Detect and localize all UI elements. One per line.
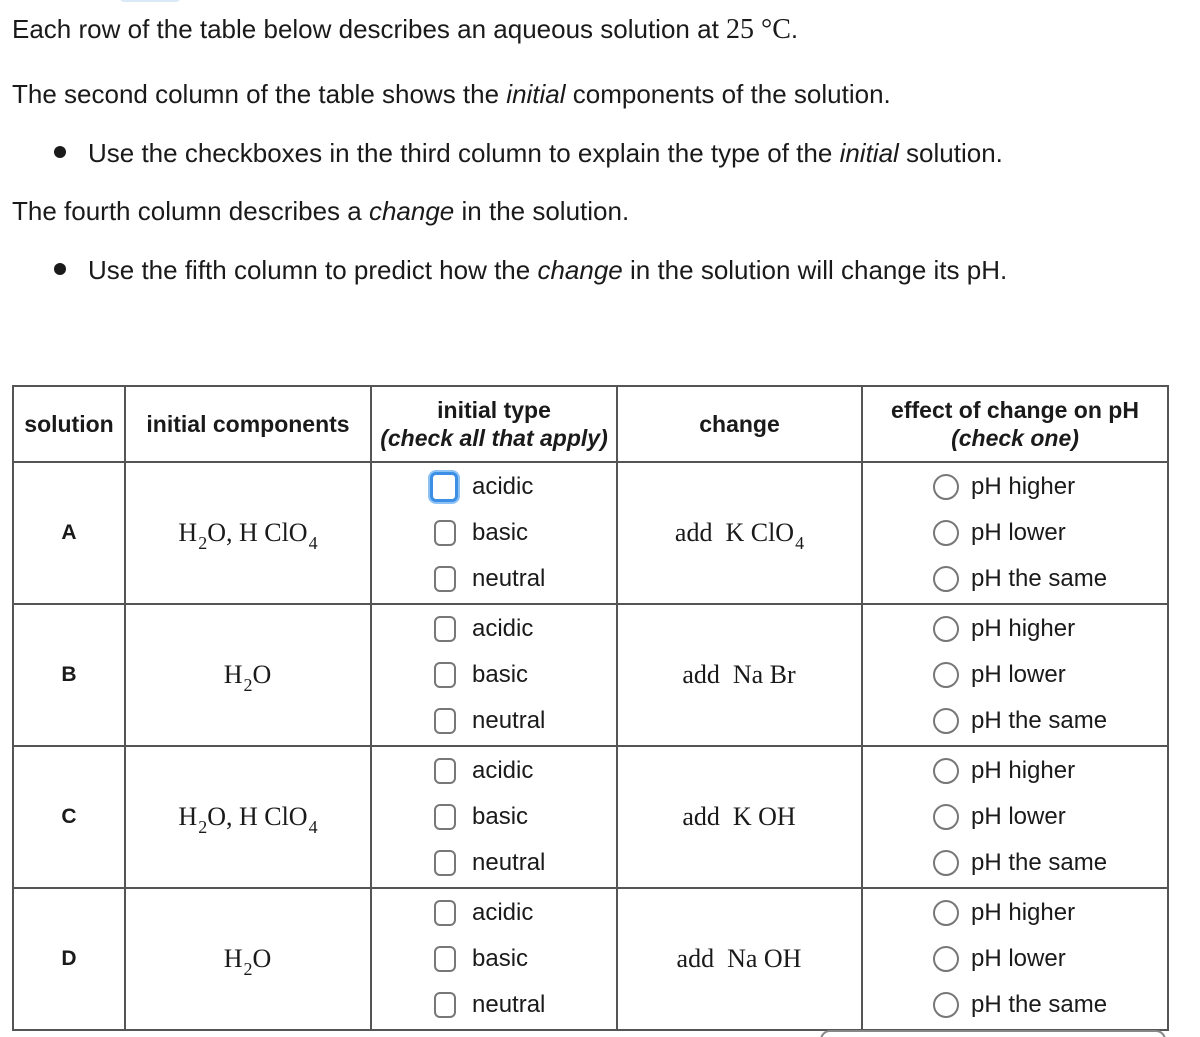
effect-options [862,462,1168,604]
table-row [13,888,1168,1030]
initial-components: $H_2O$ [125,604,371,746]
initial-type-options [371,462,617,604]
radio-icon[interactable] [933,758,959,784]
intro-line-2: The second column of the table shows the initial components of the solution. [12,79,891,109]
intro-line-1: Each row of the table below describes an aqueous solution at 25 °C. [12,14,799,45]
checkbox-icon[interactable] [434,708,456,734]
scroll-edge [820,1030,1166,1037]
effect-option-ph-lower[interactable] [863,517,1167,549]
radio-icon[interactable] [933,662,959,688]
radio-icon[interactable] [933,900,959,926]
effect-option-ph-the-same[interactable] [863,705,1167,737]
option-label: pH higher [971,473,1076,500]
type-option-acidic[interactable] [372,755,616,787]
effect-options [862,888,1168,1030]
option-label: acidic [472,757,534,784]
option-label: acidic [472,615,534,642]
initial-components: $H_2O$, H ClO$_4$ [125,462,371,604]
effect-option-ph-higher[interactable] [863,755,1167,787]
solution-label: A [13,462,125,604]
radio-icon[interactable] [933,992,959,1018]
option-label: neutral [472,991,546,1018]
type-option-neutral[interactable] [372,989,616,1021]
checkbox-icon[interactable] [434,520,456,546]
checkbox-icon[interactable] [434,900,456,926]
checkbox-icon[interactable] [434,758,456,784]
header-initial-components: initial components [125,386,371,462]
bullet-2: Use the fifth column to predict how the change in the solution will change its pH. [54,255,1007,285]
top-edge-highlight [120,0,180,2]
initial-type-options [371,888,617,1030]
effect-options [862,746,1168,888]
option-label: pH lower [971,519,1066,546]
change-description: add K OH [617,746,862,888]
header-change: change [617,386,862,462]
option-label: basic [472,519,529,546]
type-option-acidic[interactable] [372,613,616,645]
intro-line-3: The fourth column describes a change in the solution. [12,196,630,226]
type-option-neutral[interactable] [372,705,616,737]
radio-icon[interactable] [933,520,959,546]
type-option-basic[interactable] [372,943,616,975]
bullet-1: Use the checkboxes in the third column to explain the type of the initial solution. [54,138,1003,168]
option-label: pH higher [971,757,1076,784]
checkbox-icon[interactable] [434,992,456,1018]
option-label: pH the same [971,565,1108,592]
header-effect: effect of change on pH (check one) [862,386,1168,462]
option-label: pH lower [971,661,1066,688]
checkbox-icon[interactable] [434,804,456,830]
option-label: basic [472,661,529,688]
bullet-dot-icon [54,263,66,275]
radio-icon[interactable] [933,474,959,500]
radio-icon[interactable] [933,708,959,734]
type-option-neutral[interactable] [372,847,616,879]
bullet-dot-icon [54,146,66,158]
solution-label: B [13,604,125,746]
type-option-acidic[interactable] [372,471,616,503]
type-option-basic[interactable] [372,517,616,549]
option-label: acidic [472,899,534,926]
effect-options [862,604,1168,746]
change-description: add Na OH [617,888,862,1030]
header-initial-type: initial type (check all that apply) [371,386,617,462]
initial-type-options [371,746,617,888]
checkbox-icon[interactable] [434,946,456,972]
option-label: basic [472,945,529,972]
effect-option-ph-lower[interactable] [863,801,1167,833]
type-option-acidic[interactable] [372,897,616,929]
effect-option-ph-higher[interactable] [863,897,1167,929]
option-label: pH the same [971,707,1108,734]
option-label: pH lower [971,803,1066,830]
option-label: pH the same [971,991,1108,1018]
effect-option-ph-lower[interactable] [863,659,1167,691]
initial-components: $H_2O$, H ClO$_4$ [125,746,371,888]
temperature: 25 °C [726,14,791,45]
solution-label: C [13,746,125,888]
option-label: neutral [472,707,546,734]
type-option-basic[interactable] [372,801,616,833]
option-label: basic [472,803,529,830]
table-row [13,604,1168,746]
radio-icon[interactable] [933,566,959,592]
checkbox-icon[interactable] [434,616,456,642]
change-description: add K ClO$_4$ [617,462,862,604]
table-row [13,462,1168,604]
option-label: pH higher [971,899,1076,926]
checkbox-icon[interactable] [434,662,456,688]
option-label: pH higher [971,615,1076,642]
option-label: neutral [472,565,546,592]
option-label: neutral [472,849,546,876]
option-label: pH lower [971,945,1066,972]
checkbox-icon[interactable] [434,850,456,876]
option-label: pH the same [971,849,1108,876]
change-description: add Na Br [617,604,862,746]
effect-option-ph-lower[interactable] [863,943,1167,975]
checkbox-icon[interactable] [434,566,456,592]
solutions-table [12,385,1169,1031]
table-row [13,746,1168,888]
header-row [13,386,1168,462]
radio-icon[interactable] [933,850,959,876]
effect-option-ph-the-same[interactable] [863,989,1167,1021]
effect-option-ph-the-same[interactable] [863,847,1167,879]
type-option-neutral[interactable] [372,563,616,595]
effect-option-ph-higher[interactable] [863,613,1167,645]
radio-icon[interactable] [933,804,959,830]
checkbox-icon[interactable] [430,472,458,502]
option-label: acidic [472,473,534,500]
radio-icon[interactable] [933,946,959,972]
effect-option-ph-the-same[interactable] [863,563,1167,595]
initial-type-options [371,604,617,746]
header-solution: solution [13,386,125,462]
type-option-basic[interactable] [372,659,616,691]
effect-option-ph-higher[interactable] [863,471,1167,503]
solution-label: D [13,888,125,1030]
radio-icon[interactable] [933,616,959,642]
initial-components: $H_2O$ [125,888,371,1030]
